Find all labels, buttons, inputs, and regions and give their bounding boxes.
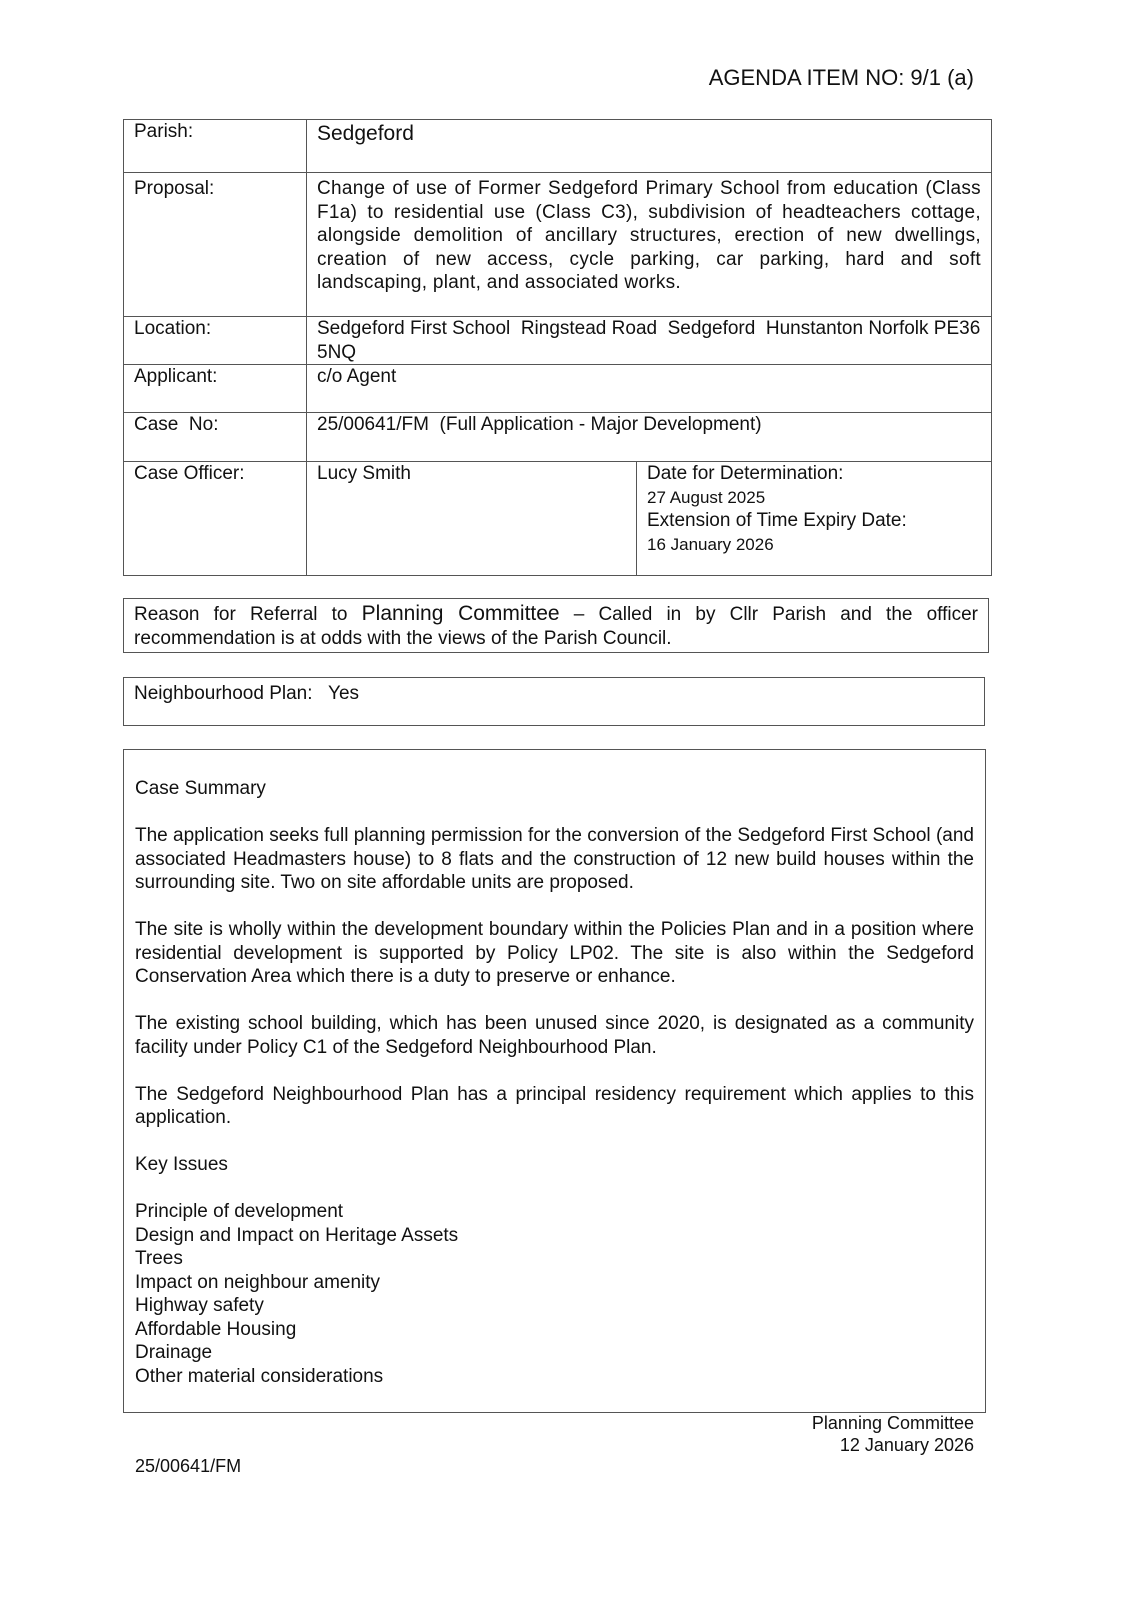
extension-date: 16 January 2026 — [647, 534, 774, 554]
proposal-value: Change of use of Former Sedgeford Primary School from education (Class F1a) to residential use (Class C3), subdivision of headteachers cottage, alongside demolition of ancillary structures, erection of new dwellings, creation of new access, cycle parking, car parking, hard and soft landscaping, plant, and associated works. — [307, 173, 992, 317]
extension-label: Extension of Time Expiry Date: — [647, 510, 907, 531]
location-label: Location: — [124, 317, 307, 365]
case-no-value: 25/00641/FM (Full Application - Major Development) — [307, 413, 992, 462]
case-officer-value: Lucy Smith — [307, 462, 637, 576]
case-summary-heading: Case Summary — [135, 778, 266, 799]
key-issue: Impact on neighbour amenity — [135, 1271, 381, 1293]
footer-case-ref: 25/00641/FM — [135, 1456, 242, 1476]
footer-committee — [812, 1412, 974, 1456]
key-issues-list — [135, 1200, 974, 1388]
key-issue: Principle of development — [135, 1201, 344, 1222]
footer-committee-name: Planning Committee — [811, 1413, 974, 1433]
location-value: Sedgeford First School Ringstead Road Sedgeford Hunstanton Norfolk PE36 5NQ — [307, 317, 992, 365]
summary-paragraph: The site is wholly within the development boundary within the Policies Plan and in a position where residential development is supported by Policy LP02. The site is also within the Sedgeford Conservation Area which there is a duty to preserve or enhance. — [135, 919, 974, 987]
key-issue: Design and Impact on Heritage Assets — [135, 1224, 459, 1246]
key-issue: Other material considerations — [135, 1365, 384, 1387]
summary-paragraph: The Sedgeford Neighbourhood Plan has a principal residency requirement which applies to this application. — [135, 1083, 974, 1128]
determination-date: 27 August 2025 — [647, 487, 766, 507]
neighbourhood-plan-value: Yes — [328, 683, 360, 704]
applicant-value: c/o Agent — [307, 365, 992, 413]
neighbourhood-plan-box — [123, 677, 985, 726]
agenda-item-number: AGENDA ITEM NO: 9/1 (a) — [708, 65, 974, 90]
referral-text: – Called in by Cllr Parish and the officer recommendation is at odds with the views of the Parish Council. — [134, 604, 979, 649]
determination-label: Date for Determination: — [647, 463, 844, 484]
key-issues-heading: Key Issues — [135, 1154, 228, 1175]
parish-label: Parish: — [124, 120, 307, 173]
dates-cell — [637, 462, 992, 576]
key-issue: Trees — [135, 1248, 183, 1269]
parish-value: Sedgeford — [307, 120, 992, 173]
footer-committee-date: 12 January 2026 — [839, 1435, 974, 1455]
key-issue: Drainage — [135, 1342, 213, 1363]
referral-box — [123, 598, 989, 653]
case-officer-label: Case Officer: — [124, 462, 307, 576]
summary-paragraph: The application seeks full planning permission for the conversion of the Sedgeford First School (and associated Headmasters house) to 8 flats and the construction of 12 new build houses within the surrounding site. Two on site affordable units are proposed. — [135, 825, 974, 893]
key-issue: Highway safety — [135, 1295, 264, 1316]
key-issue: Affordable Housing — [135, 1318, 297, 1340]
application-details-table — [123, 119, 992, 576]
case-summary-box — [123, 749, 986, 1413]
case-no-label: Case No: — [124, 413, 307, 462]
proposal-label: Proposal: — [124, 173, 307, 317]
referral-prefix: Reason for Referral to — [134, 604, 362, 625]
neighbourhood-plan-label: Neighbourhood Plan: — [134, 683, 313, 704]
summary-paragraph: The existing school building, which has been unused since 2020, is designated as a community facility under Policy C1 of the Sedgeford Neighbourhood Plan. — [135, 1013, 974, 1058]
referral-committee: Planning Committee — [361, 602, 560, 625]
applicant-label: Applicant: — [124, 365, 307, 413]
